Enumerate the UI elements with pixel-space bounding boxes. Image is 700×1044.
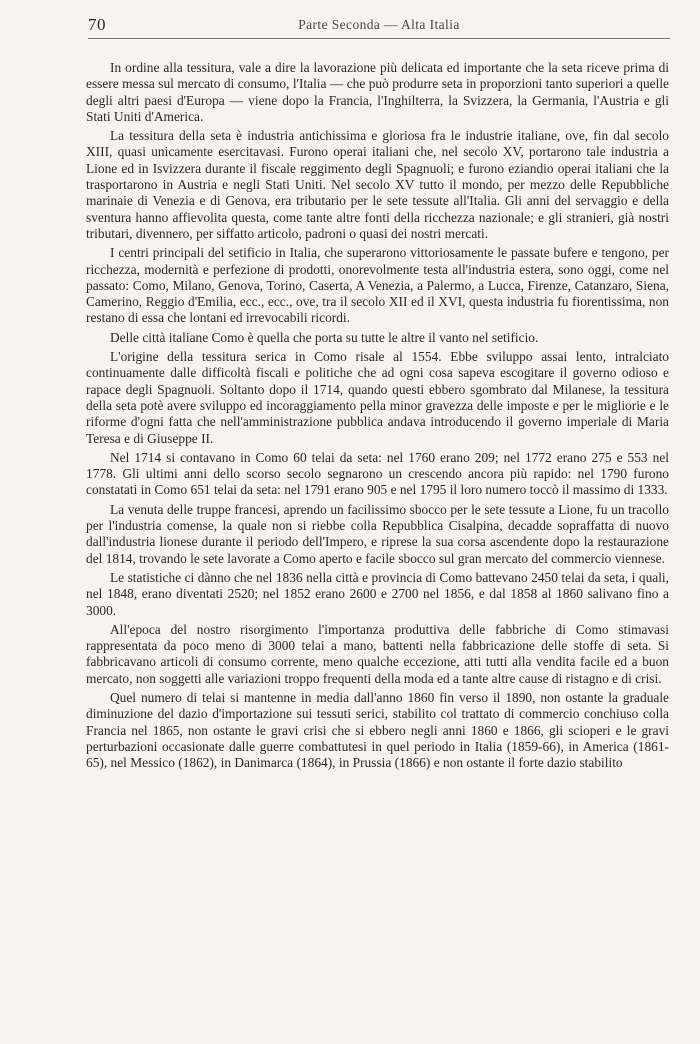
- page-body: [86, 60, 669, 774]
- paragraph: Quel numero di telai si mantenne in media dall'anno 1860 fin verso il 1890, non ostante la graduale diminuzione del dazio d'importazione sui tessuti serici, stabilito col trattato di commercio conchiuso colla Francia nel 1865, non ostante le gravi crisi che si ebbero negli anni 1860 e 1866, gli scioperi e le gravi perturbazioni occasionate dalle guerre combattutesi in quel periodo in Italia (1859-66), in America (1861-65), nel Messico (1862), in Danimarca (1864), in Prussia (1866) e non ostante il forte dazio stabilito: [86, 689, 669, 771]
- paragraph: Nel 1714 si contavano in Como 60 telai da seta: nel 1760 erano 209; nel 1772 erano 275 e 553 nel 1778. Gli ultimi anni dello scorso secolo segnarono un crescendo ancora più rapido: nel 1790 furono constatati in Como 651 telai da seta: nel 1791 erano 905 e nel 1795 il loro numero toccò il massimo di 1333.: [86, 449, 669, 498]
- paragraph: I centri principali del setificio in Italia, che superarono vittoriosamente le passate bufere e tengono, per ricchezza, modernità e perfezione di prodotti, onorevolmente testa all'industria estera, sono oggi, come nel passato: Como, Milano, Genova, Torino, Caserta, A Venezia, a Palermo, a Lucca, Firenze, Catanzaro, Siena, Camerino, Reggio d'Emilia, ecc., ecc., ove, tra il secolo XII ed il XVI, questa industria fu fiorentissima, non restano di essa che lontani ed irrevocabili ricordi.: [86, 245, 669, 326]
- running-title: Parte Seconda — Alta Italia: [298, 17, 460, 32]
- paragraph: Delle città italiane Como è quella che porta su tutte le altre il vanto nel setificio.: [110, 329, 539, 345]
- paragraph: La tessitura della seta è industria antichissima e gloriosa fra le industrie italiane, ove, fin dal secolo XIII, quasi unicamente esercitavasi. Furono operai italiani che, nel secolo XV, portarono tale industria a Lione ed in Isvizzera durante il fiscale reggimento degli Spagnuoli; e furono eziandio operai italiani che la trasportarono in Austria e negli Stati Uniti. Nel secolo XV tutto il mondo, per mezzo delle Repubbliche marinaie di Venezia e di Genova, era tributario per le sete tessute all'Italia. Gli anni del servaggio e della sventura hanno affievolita questa, come tante altre fonti della ricchezza nazionale; e gli stranieri, già nostri tributari, divennero, per siffatto articolo, padroni o quasi dei nostri mercati.: [86, 128, 669, 241]
- paragraph: In ordine alla tessitura, vale a dire la lavorazione più delicata ed importante che la seta riceve prima di essere messa sul mercato di consumo, l'Italia — che può produrre seta in proporzioni tanto superiori a quelle degli altri paesi d'Europa — viene dopo la Francia, l'Inghilterra, la Svizzera, la Germania, l'Austria e gli Stati Uniti d'America.: [86, 60, 669, 124]
- paragraph: L'origine della tessitura serica in Como risale al 1554. Ebbe sviluppo assai lento, intralciato continuamente dalle difficoltà fiscali e politiche che ad ogni cosa sapeva escogitare il governo odioso e rapace degli Spagnuoli. Soltanto dopo il 1714, quando questi ebbero sgombrato dal Milanese, la tessitura della seta potè avere sviluppo ed incoraggiamento pella minor gravezza delle imposte e per le migliorie e le riforme d'ogni fatta che nell'amministrazione pubblica andava introducendo il governo imperiale di Maria Teresa e di Giuseppe II.: [86, 349, 669, 446]
- page-header: [88, 12, 670, 39]
- paragraph: La venuta delle truppe francesi, aprendo un facilissimo sbocco per le sete tessute a Lione, fu un tracollo per l'industria comense, la quale non si riebbe colla Repubblica Cisalpina, decadde sopraffatta di nuovo dall'industria lionese durante il periodo dell'Impero, e riprese la sua corsa ascendente dopo la restaurazione del 1814, trovando le sete lavorate a Como aperto e facile sbocco sul gran mercato del commercio viennese.: [86, 501, 669, 566]
- paragraph: All'epoca del nostro risorgimento l'importanza produttiva delle fabbriche di Como stimavasi rappresentata da poco meno di 3000 telai a mano, battenti nella fabbricazione delle stoffe di seta. Si fabbricavano articoli di consumo corrente, meno qualche eccezione, atti tutti alla vendita facile ed a buon mercato, non soggetti alle variazioni troppo frequenti della moda ed a tante altre cause di ristagno e di crisi.: [86, 621, 669, 686]
- page-number: 70: [88, 15, 106, 34]
- paragraph: Le statistiche ci dànno che nel 1836 nella città e provincia di Como battevano 2450 telai da seta, i quali, nel 1848, erano diventati 2520; nel 1852 erano 2600 e 2700 nel 1856, e dal 1858 al 1860 salivano fino a 3000.: [86, 569, 669, 618]
